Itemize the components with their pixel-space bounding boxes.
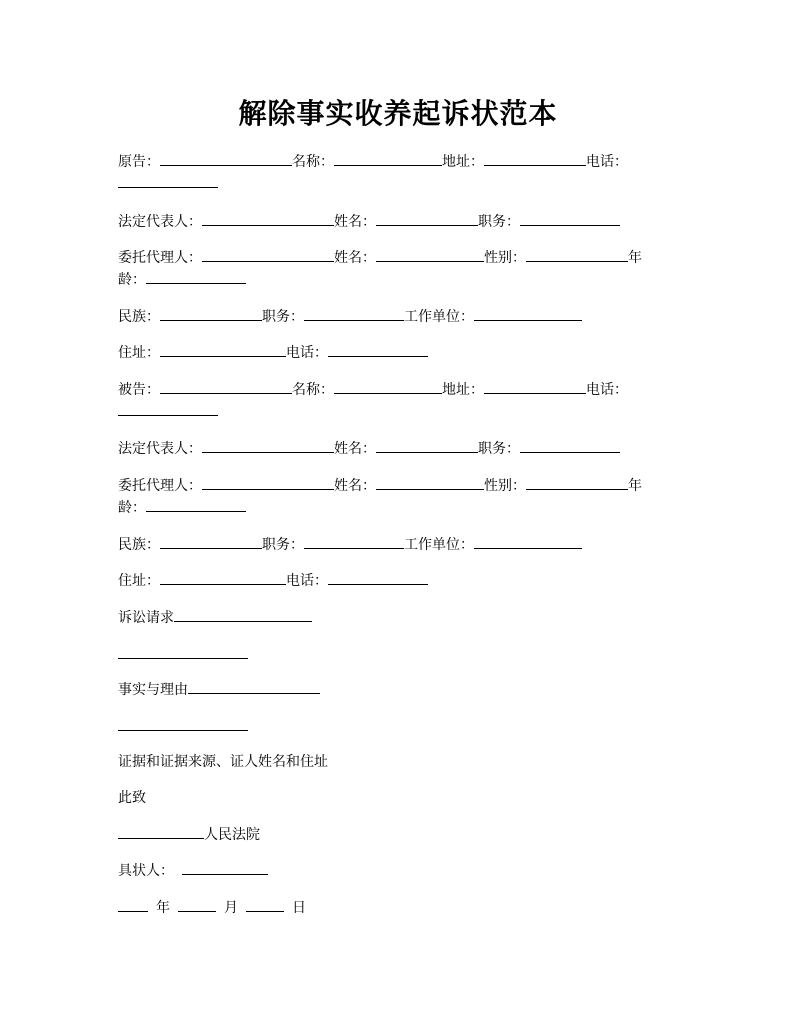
defendant-agent-gender-blank[interactable] (526, 474, 628, 490)
plaintiff-rep-name-label: 姓名： (334, 214, 376, 230)
evidence-label: 证据和证据来源、证人姓名和住址 (118, 754, 328, 770)
month-label: 月 (224, 900, 238, 916)
defendant-ethnic-blank[interactable] (160, 533, 262, 549)
claims-continuation (118, 643, 678, 666)
defendant-name-blank[interactable] (334, 378, 442, 394)
defendant-ethnic-position-blank[interactable] (304, 533, 404, 549)
plaintiff-residence-label: 住址： (118, 345, 160, 361)
plaintiff-agent-continuation (118, 268, 678, 291)
plaintiff-residence-blank[interactable] (160, 341, 286, 357)
plaintiff-ethnic-position-label: 职务： (262, 309, 304, 325)
court-line (118, 823, 678, 846)
plaintiff-phone-label: 电话： (586, 154, 628, 170)
defendant-agent-name-label: 姓名： (334, 478, 376, 494)
signer-line (118, 859, 678, 882)
defendant-agent-age-blank[interactable] (146, 496, 246, 512)
defendant-residence-blank[interactable] (160, 569, 286, 585)
plaintiff-agent-line (118, 246, 678, 269)
plaintiff-blank[interactable] (160, 150, 292, 166)
defendant-address-blank[interactable] (484, 378, 586, 394)
defendant-ethnic-position-label: 职务： (262, 537, 304, 553)
facts-blank[interactable] (188, 678, 320, 694)
facts-blank-2[interactable] (118, 715, 248, 731)
document-title: 解除事实收养起诉状范本 (238, 97, 558, 130)
day-label: 日 (292, 900, 306, 916)
defendant-rep-line (118, 437, 678, 460)
defendant-employer-blank[interactable] (474, 533, 582, 549)
plaintiff-name-blank[interactable] (334, 150, 442, 166)
salutation-line (118, 787, 678, 809)
defendant-phone-blank[interactable] (118, 400, 218, 416)
evidence-line (118, 751, 678, 773)
plaintiff-employer-blank[interactable] (474, 305, 582, 321)
plaintiff-ethnic-position-blank[interactable] (304, 305, 404, 321)
defendant-phone-continuation (118, 400, 678, 423)
defendant-residence-label: 住址： (118, 573, 160, 589)
facts-continuation (118, 715, 678, 738)
defendant-rep-position-blank[interactable] (520, 437, 620, 453)
plaintiff-residence-phone-blank[interactable] (328, 341, 428, 357)
plaintiff-address-blank[interactable] (484, 150, 586, 166)
plaintiff-name-label: 名称： (292, 154, 334, 170)
court-blank[interactable] (118, 823, 204, 839)
plaintiff-agent-name-blank[interactable] (376, 246, 484, 262)
defendant-line (118, 378, 678, 401)
defendant-agent-line (118, 474, 678, 497)
facts-label: 事实与理由 (118, 682, 188, 698)
plaintiff-agent-name-label: 姓名： (334, 250, 376, 266)
plaintiff-ethnic-blank[interactable] (160, 305, 262, 321)
claims-blank[interactable] (174, 606, 312, 622)
defendant-agent-blank[interactable] (202, 474, 334, 490)
defendant-agent-gender-label: 性别： (484, 478, 526, 494)
day-blank[interactable] (246, 896, 284, 912)
defendant-rep-name-label: 姓名： (334, 441, 376, 457)
plaintiff-address-line (118, 341, 678, 364)
salutation: 此致 (118, 790, 146, 806)
court-suffix: 人民法院 (204, 827, 260, 843)
defendant-rep-label: 法定代表人： (118, 441, 202, 457)
plaintiff-line (118, 150, 678, 173)
plaintiff-agent-age-label-part2: 龄： (118, 272, 146, 288)
month-blank[interactable] (178, 896, 216, 912)
defendant-employer-label: 工作单位： (404, 537, 474, 553)
defendant-residence-phone-label: 电话： (286, 573, 328, 589)
plaintiff-ethnic-label: 民族： (118, 309, 160, 325)
facts-line (118, 678, 678, 701)
signer-blank[interactable] (182, 859, 268, 875)
plaintiff-phone-continuation (118, 172, 678, 195)
defendant-phone-label: 电话： (586, 382, 628, 398)
defendant-rep-blank[interactable] (202, 437, 334, 453)
defendant-blank[interactable] (160, 378, 292, 394)
plaintiff-phone-blank[interactable] (118, 172, 218, 188)
plaintiff-label: 原告： (118, 154, 160, 170)
claims-blank-2[interactable] (118, 643, 248, 659)
defendant-address-label: 地址： (442, 382, 484, 398)
plaintiff-agent-gender-label: 性别： (484, 250, 526, 266)
plaintiff-residence-phone-label: 电话： (286, 345, 328, 361)
year-label: 年 (156, 900, 170, 916)
defendant-label: 被告： (118, 382, 160, 398)
plaintiff-rep-position-blank[interactable] (520, 210, 620, 226)
plaintiff-agent-age-label-part1: 年 (628, 250, 642, 266)
defendant-ethnic-line (118, 533, 678, 556)
plaintiff-rep-blank[interactable] (202, 210, 334, 226)
plaintiff-rep-line (118, 210, 678, 233)
plaintiff-address-label: 地址： (442, 154, 484, 170)
defendant-address-line (118, 569, 678, 592)
signer-label: 具状人： (118, 863, 174, 879)
year-blank[interactable] (118, 896, 148, 912)
date-line (118, 896, 678, 919)
defendant-agent-name-blank[interactable] (376, 474, 484, 490)
plaintiff-ethnic-line (118, 305, 678, 328)
defendant-agent-continuation (118, 496, 678, 519)
plaintiff-rep-name-blank[interactable] (376, 210, 478, 226)
defendant-agent-label: 委托代理人： (118, 478, 202, 494)
plaintiff-agent-gender-blank[interactable] (526, 246, 628, 262)
plaintiff-rep-label: 法定代表人： (118, 214, 202, 230)
claims-line (118, 606, 678, 629)
defendant-rep-name-blank[interactable] (376, 437, 478, 453)
defendant-ethnic-label: 民族： (118, 537, 160, 553)
defendant-agent-age-label-part2: 龄： (118, 500, 146, 516)
defendant-residence-phone-blank[interactable] (328, 569, 428, 585)
defendant-name-label: 名称： (292, 382, 334, 398)
plaintiff-rep-position-label: 职务： (478, 214, 520, 230)
plaintiff-agent-age-blank[interactable] (146, 268, 246, 284)
plaintiff-agent-label: 委托代理人： (118, 250, 202, 266)
defendant-agent-age-label-part1: 年 (628, 478, 642, 494)
claims-label: 诉讼请求 (118, 610, 174, 626)
plaintiff-agent-blank[interactable] (202, 246, 334, 262)
defendant-rep-position-label: 职务： (478, 441, 520, 457)
plaintiff-employer-label: 工作单位： (404, 309, 474, 325)
